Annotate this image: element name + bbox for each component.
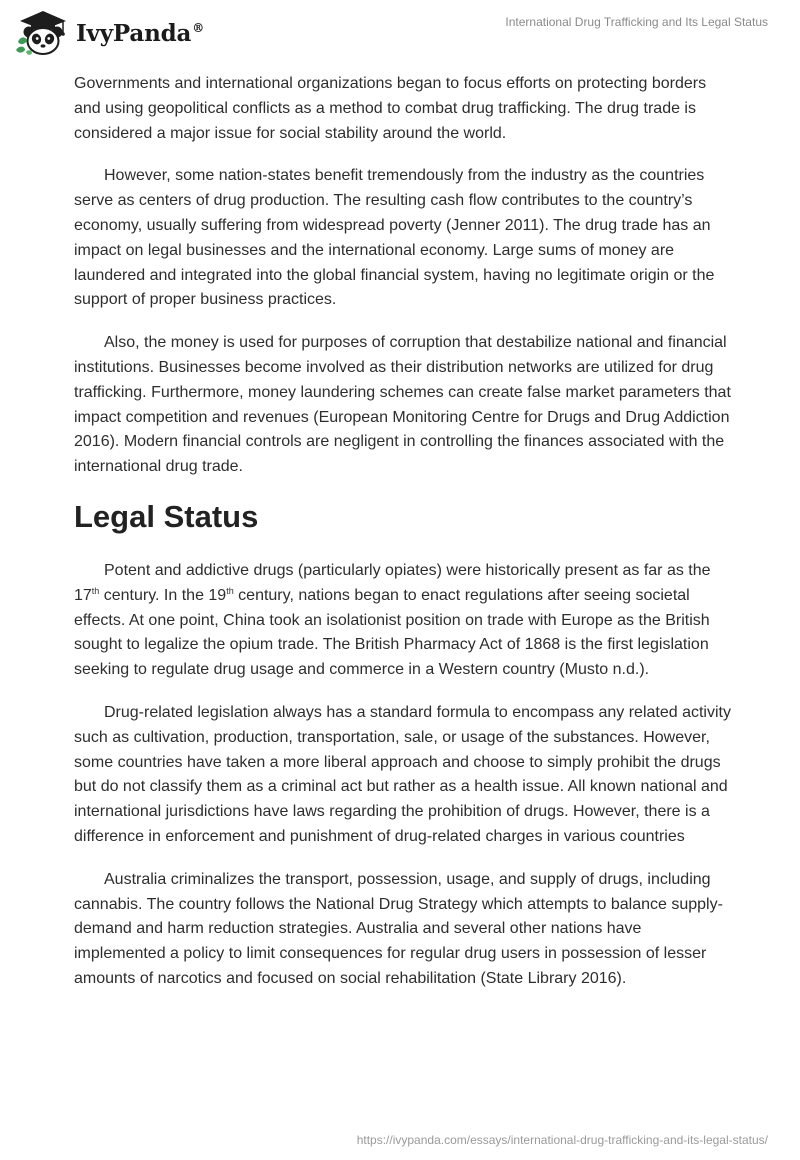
brand-name [76, 20, 204, 47]
ordinal-suffix-19th: th [226, 585, 234, 596]
section-heading-legal-status: Legal Status [74, 498, 259, 534]
paragraph-australia: Australia criminalizes the transport, possession, usage, and supply of drugs, including cannabis. The country follows the National Drug Strategy which attempts to balance supply-demand and harm reduction strategies. Australia and several other nations have implemented a policy to limit consequences for regular drug users in possession of lesser amounts of narcotics and focused on social rehabilitation (State Library 2016). [74, 870, 723, 987]
paragraph-borders: Governments and international organizations began to focus efforts on protecting borders and using geopolitical conflicts as a method to combat drug trafficking. The drug trade is considered a major issue for social stability around the world. [74, 75, 707, 142]
paragraph-corruption: Also, the money is used for purposes of corruption that destabilize national and financial institutions. Businesses become involved as their distribution networks are utilized for drug trafficking. Furthermore, money laundering schemes can create false market parameters that impact competition and revenues (European Monitoring Centre for Drugs and Drug Addiction 2016). Modern financial controls are negligent in controlling the finances associated with the international drug trade. [74, 334, 731, 476]
registered-mark: ® [192, 20, 204, 35]
ivypanda-logo[interactable] [14, 8, 204, 58]
brand-name-text: IvyPanda [76, 19, 192, 47]
source-url[interactable]: https://ivypanda.com/essays/international-drug-trafficking-and-its-legal-status/ [356, 1133, 768, 1147]
history-text-2: century. In the 19 [99, 586, 227, 604]
essay-content [74, 72, 734, 1010]
ordinal-suffix-17th: th [91, 585, 100, 596]
panda-graduate-icon [14, 8, 72, 58]
history-text-1: Potent and addictive drugs (particularly opiates) were historically present as far as the 17 [74, 561, 711, 604]
paragraph-history [74, 559, 734, 683]
running-title: International Drug Trafficking and Its Legal Status [505, 15, 768, 29]
paragraph-nation-states: However, some nation-states benefit tremendously from the industry as the countries serve as centers of drug production. The resulting cash flow contributes to the country’s economy, usually suffering from widespread poverty (Jenner 2011). The drug trade has an impact on legal businesses and the international economy. Large sums of money are laundered and integrated into the global financial system, having no legitimate origin or the support of proper business practices. [74, 167, 715, 309]
page-header [0, 0, 800, 70]
history-text-3: century, nations began to enact regulations after seeing societal effects. At one point, China took an isolationist position on trade with Europe as the British sought to legalize the opium trade. The British Pharmacy Act of 1868 is the first legislation seeking to regulate drug usage and commerce in a Western country (Musto n.d.). [74, 586, 710, 679]
paragraph-legislation: Drug-related legislation always has a standard formula to encompass any related activity such as cultivation, production, transportation, sale, or usage of the substances. However, some countries have taken a more liberal approach and choose to simply prohibit the drugs but do not classify them as a criminal act but rather as a health issue. All known national and international jurisdictions have laws regarding the prohibition of drugs. However, there is a difference in enforcement and punishment of drug-related charges in various countries [74, 703, 731, 845]
